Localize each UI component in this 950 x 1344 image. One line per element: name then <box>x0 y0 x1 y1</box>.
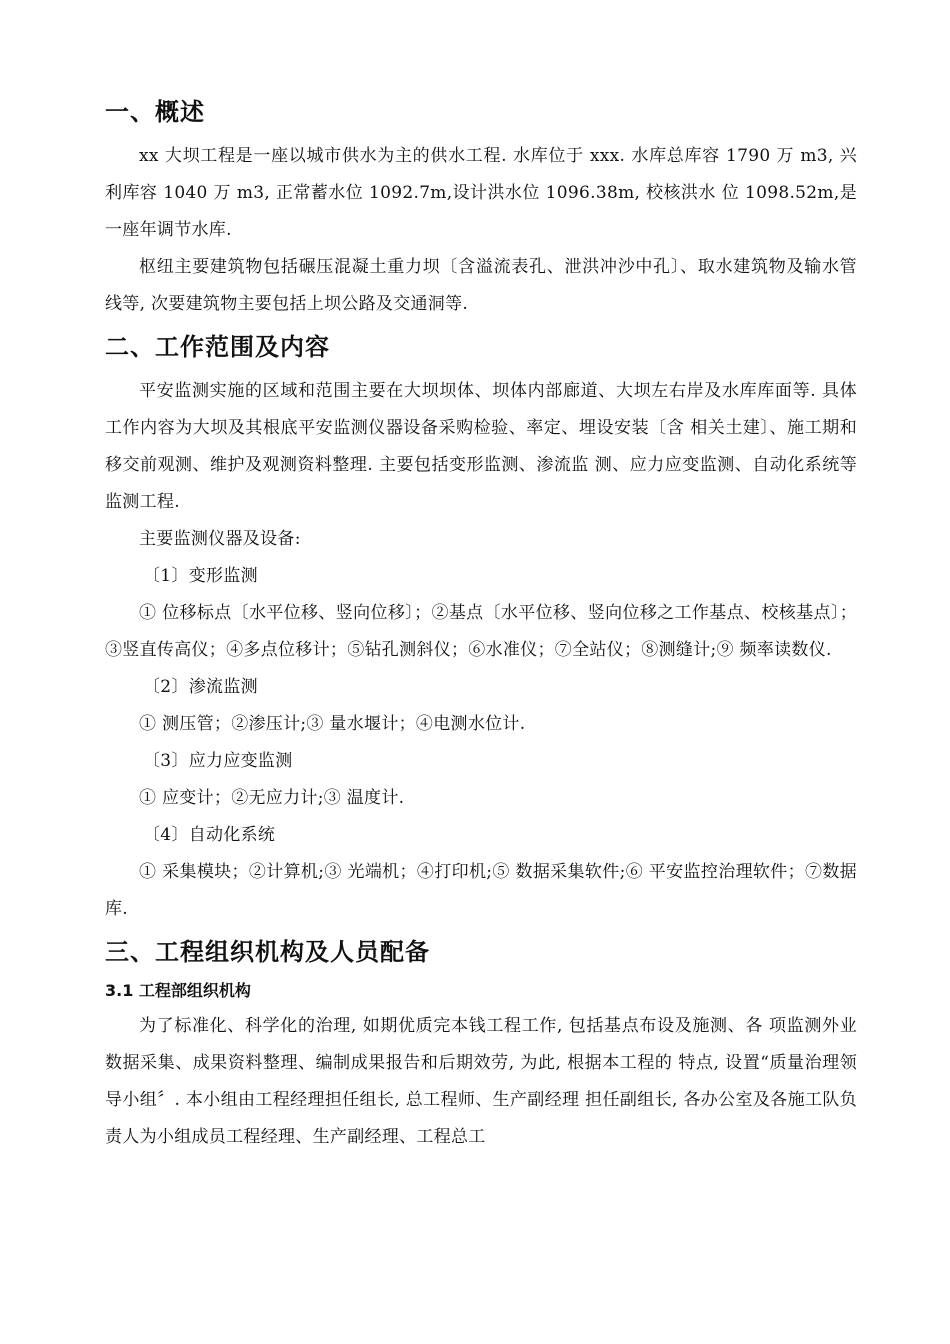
section-heading-scope: 二、工作范围及内容 <box>105 333 330 361</box>
category-deformation-title: 〔1〕变形监测 <box>143 566 258 586</box>
section-heading-organization: 三、工程组织机构及人员配备 <box>105 938 430 966</box>
category-stress-body: ① 应变计；②无应力计;③ 温度计. <box>139 788 405 808</box>
scope-paragraph-1: 平安监测实施的区域和范围主要在大坝坝体、坝体内部廊道、大坝左右岸及水库库面等. 具体工作内容为大坝及其根底平安监测仪器设备采购检验、率定、埋设安装〔含 相关土建〕、施工期和移交前观测、维护及观测资料整理. 主要包括变形监测、渗流监 测、应力应变监测、自动化系统等监测工程. <box>105 381 857 512</box>
category-deformation-body: ① 位移标点〔水平位移、竖向位移〕；②基点〔水平位移、竖向位移之工作基点、校核基点〕；③竖直传高仪；④多点位移计；⑤钻孔测斜仪；⑥水准仪；⑦全站仪；⑧测缝计;⑨ 频率读数仪. <box>105 603 857 660</box>
section-heading-overview: 一、概述 <box>105 98 205 126</box>
scope-paragraph-2: 主要监测仪器及设备: <box>139 529 301 549</box>
overview-paragraph-1: xx 大坝工程是一座以城市供水为主的供水工程. 水库位于 xxx. 水库总库容 1790 万 m3, 兴利库容 1040 万 m3, 正常蓄水位 1092.7m,设计洪水位 1096.38m, 校核洪水 位 1098.52m,是一座年调节水库. <box>105 146 857 240</box>
document-page <box>105 92 857 1156</box>
organization-paragraph-1: 为了标准化、科学化的治理, 如期优质完本钱工程工作, 包括基点布设及施测、各 项监测外业数据采集、成果资料整理、编制成果报告和后期效劳, 为此, 根据本工程的 特点, 设置“质量治理领导小组〞. 本小组由工程经理担任组长, 总工程师、生产副经理 担任副组长, 各办公室及各施工队负责人为小组成员工程经理、生产副经理、工程总工 <box>105 1016 857 1147</box>
category-seepage-body: ① 测压管；②渗压计;③ 量水堰计；④电测水位计. <box>139 714 526 734</box>
category-automation-body: ① 采集模块；②计算机;③ 光端机；④打印机;⑤ 数据采集软件;⑥ 平安监控治理软件；⑦数据库. <box>105 862 857 919</box>
overview-paragraph-2: 枢纽主要建筑物包括碾压混凝土重力坝〔含溢流表孔、泄洪冲沙中孔〕、取水建筑物及输水管线等, 次要建筑物主要包括上坝公路及交通洞等. <box>105 257 857 314</box>
category-seepage-title: 〔2〕渗流监测 <box>143 677 258 697</box>
category-stress-title: 〔3〕应力应变监测 <box>143 751 293 771</box>
subsection-heading-3-1: 3.1 工程部组织机构 <box>105 981 251 1000</box>
category-automation-title: 〔4〕自动化系统 <box>143 825 276 845</box>
